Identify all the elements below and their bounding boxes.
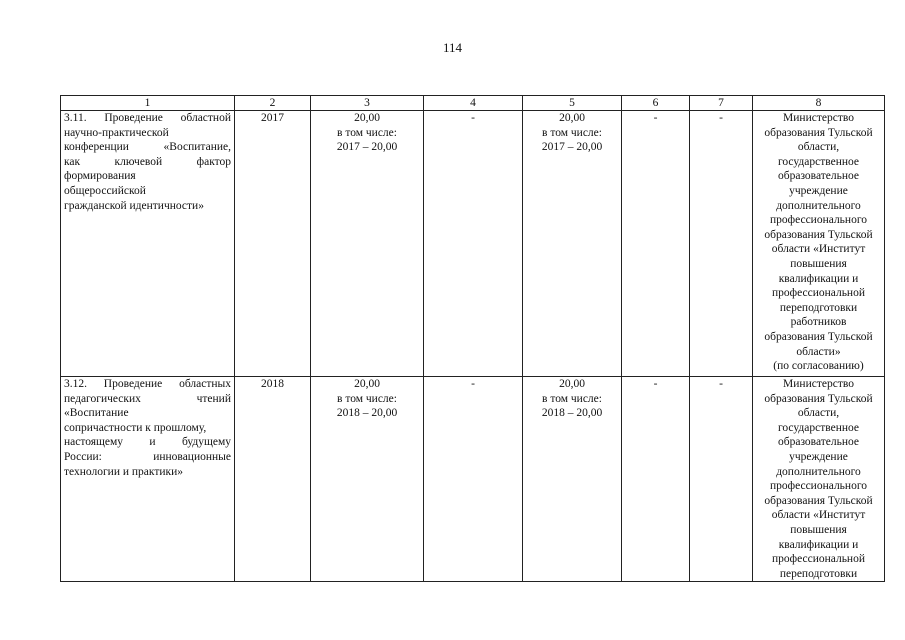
page-number: 114 bbox=[442, 40, 463, 55]
executor-line: области» bbox=[796, 345, 841, 358]
executor-line: профессиональной bbox=[771, 287, 865, 300]
funding-breakdown: 2018 – 20,00 bbox=[336, 407, 398, 420]
executor-line: образовательное bbox=[777, 170, 860, 183]
executor-line: квалификации и bbox=[778, 272, 859, 285]
measures-table bbox=[60, 95, 885, 582]
executor-line: области, bbox=[797, 407, 840, 420]
funding-breakdown: 2018 – 20,00 bbox=[541, 407, 603, 420]
executor-line: дополнительного bbox=[776, 465, 861, 478]
executor-line: области, bbox=[797, 141, 840, 154]
funding-amount: 20,00 bbox=[559, 112, 585, 124]
description-line: технологии и практики» bbox=[64, 465, 184, 478]
executor-line: работников bbox=[790, 316, 847, 329]
description-line: России: инновационные bbox=[64, 450, 231, 463]
executor-line: государственное bbox=[777, 421, 860, 434]
executor-line: квалификации и bbox=[778, 538, 859, 551]
description-line: научно-практической bbox=[64, 126, 169, 139]
column-header: 5 bbox=[523, 96, 622, 111]
description-line: педагогических чтений bbox=[64, 392, 231, 405]
executor-line: учреждение bbox=[789, 450, 848, 463]
table-row bbox=[61, 111, 885, 377]
col4-cell: - bbox=[424, 111, 523, 377]
funding-total-cell bbox=[311, 377, 424, 582]
funding-label: в том числе: bbox=[542, 126, 602, 139]
table-row bbox=[61, 377, 885, 582]
executor-line: дополнительного bbox=[776, 199, 861, 212]
executor-line: переподготовки bbox=[779, 301, 858, 314]
executor-cell bbox=[753, 377, 885, 582]
executor-line: профессиональной bbox=[771, 553, 865, 566]
column-header: 1 bbox=[61, 96, 235, 111]
executor-line: образовательное bbox=[777, 436, 860, 449]
description-line: сопричастности к прошлому, bbox=[64, 421, 207, 434]
executor-line: области «Институт bbox=[771, 509, 866, 522]
executor-line: повышения bbox=[790, 257, 847, 270]
measure-description bbox=[61, 377, 235, 582]
description-line: конференции «Воспитание, bbox=[64, 141, 231, 154]
column-header: 6 bbox=[622, 96, 690, 111]
col4-cell: - bbox=[424, 377, 523, 582]
col7-cell: - bbox=[690, 377, 753, 582]
description-line: настоящему и будущему bbox=[64, 436, 231, 449]
executor-line: учреждение bbox=[789, 184, 848, 197]
funding-label: в том числе: bbox=[337, 392, 397, 405]
funding-breakdown: 2017 – 20,00 bbox=[541, 141, 603, 154]
executor-line: образования Тульской bbox=[764, 330, 873, 343]
funding-amount: 20,00 bbox=[354, 378, 380, 390]
column-header: 2 bbox=[235, 96, 311, 111]
description-line: как ключевой фактор bbox=[64, 155, 231, 168]
description-line: формирования bbox=[64, 170, 136, 183]
funding-label: в том числе: bbox=[337, 126, 397, 139]
executor-line: переподготовки bbox=[779, 567, 858, 580]
column-header: 7 bbox=[690, 96, 753, 111]
executor-line: Министерство bbox=[783, 112, 854, 124]
description-line: «Воспитание bbox=[64, 407, 129, 420]
funding-label: в том числе: bbox=[542, 392, 602, 405]
executor-line: образования Тульской bbox=[764, 392, 873, 405]
regional-funding-cell bbox=[523, 377, 622, 582]
description-line: гражданской идентичности» bbox=[64, 199, 204, 212]
executor-line: профессионального bbox=[769, 214, 868, 227]
funding-total-cell bbox=[311, 111, 424, 377]
description-line: 3.12. Проведение областных bbox=[64, 378, 231, 390]
executor-line: профессионального bbox=[769, 480, 868, 493]
measure-description bbox=[61, 111, 235, 377]
column-header: 8 bbox=[753, 96, 885, 111]
col7-cell: - bbox=[690, 111, 753, 377]
executor-line: государственное bbox=[777, 155, 860, 168]
funding-breakdown: 2017 – 20,00 bbox=[336, 141, 398, 154]
executor-line: Министерство bbox=[783, 378, 854, 390]
col6-cell: - bbox=[622, 377, 690, 582]
year-cell: 2018 bbox=[235, 377, 311, 582]
description-line: общероссийской bbox=[64, 184, 146, 197]
executor-line: области «Институт bbox=[771, 243, 866, 256]
executor-line: повышения bbox=[790, 523, 847, 536]
funding-amount: 20,00 bbox=[354, 112, 380, 124]
executor-line: образования Тульской bbox=[764, 126, 873, 139]
executor-line: (по согласованию) bbox=[773, 360, 864, 373]
regional-funding-cell bbox=[523, 111, 622, 377]
executor-line: образования Тульской bbox=[764, 228, 873, 241]
executor-cell bbox=[753, 111, 885, 377]
column-header: 3 bbox=[311, 96, 424, 111]
executor-line: образования Тульской bbox=[764, 494, 873, 507]
col6-cell: - bbox=[622, 111, 690, 377]
year-cell: 2017 bbox=[235, 111, 311, 377]
description-line: 3.11. Проведение областной bbox=[64, 112, 231, 124]
column-header: 4 bbox=[424, 96, 523, 111]
column-number-row bbox=[61, 96, 885, 111]
funding-amount: 20,00 bbox=[559, 378, 585, 390]
